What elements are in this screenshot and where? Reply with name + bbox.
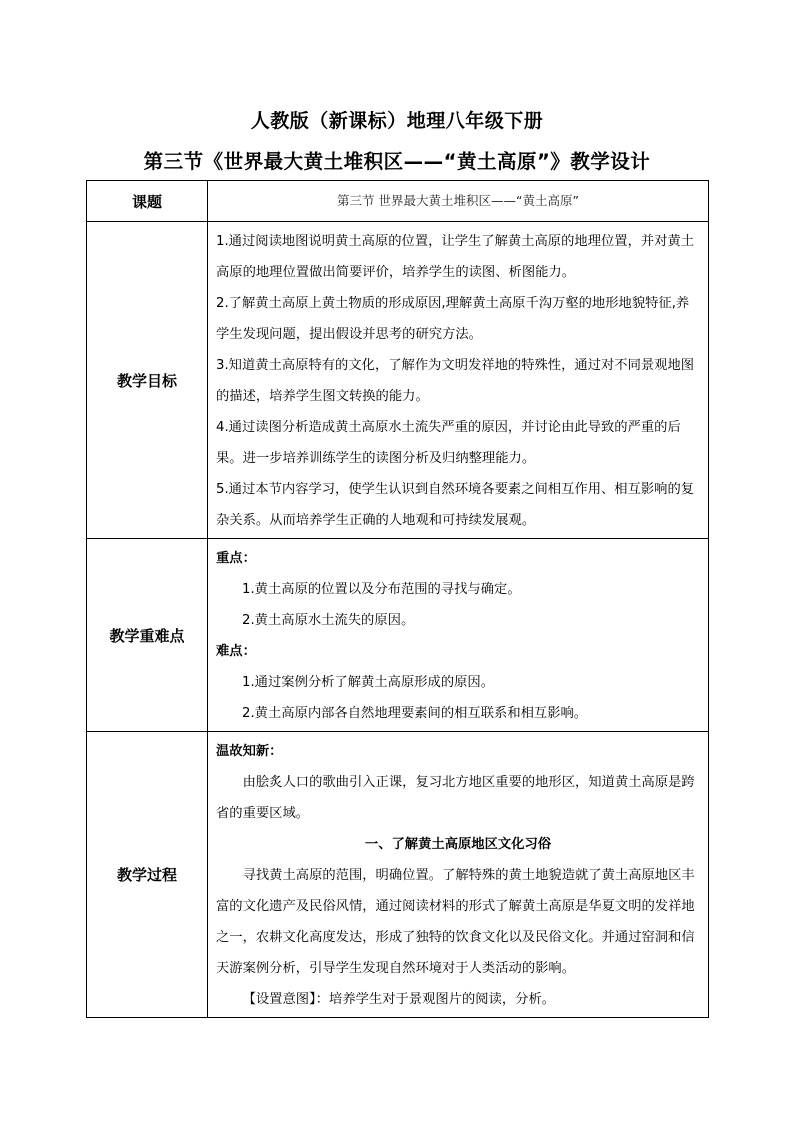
objective-item: 2.了解黄土高原上黄土物质的形成原因,理解黄土高原千沟万壑的地形地貌特征,养学生发现问题，提出假设并思考的研究方法。 — [216, 296, 690, 342]
review-heading: 温故知新： — [216, 744, 283, 759]
lesson-plan-table — [86, 180, 709, 1018]
key-heading: 重点： — [216, 551, 256, 566]
difficult-item: 2.黄土高原内部各自然地理要素间的相互联系和相互影响。 — [242, 706, 588, 721]
table-row-objectives — [87, 222, 709, 539]
objectives-content — [208, 222, 709, 539]
difficult-item: 1.通过案例分析了解黄土高原形成的原因。 — [242, 675, 495, 690]
key-item: 2.黄土高原水土流失的原因。 — [242, 613, 415, 628]
table-row-topic — [87, 181, 709, 222]
table-row-keypoints — [87, 539, 709, 732]
table-row-process — [87, 732, 709, 1018]
section1-text: 寻找黄土高原的范围，明确位置。了解特殊的黄土地貌造就了黄土高原地区丰富的文化遗产及民俗风情，通过阅读材料的形式了解黄土高原是华夏文明的发祥地之一，农耕文化高度发达，形成了独特的饮食文化以及民俗文化。并通过窑洞和信天游案例分析，引导学生发现自然环境对于人类活动的影响。 — [216, 868, 695, 976]
objective-item: 3.知道黄土高原特有的文化，了解作为文明发祥地的特殊性，通过对不同景观地图的描述，培养学生图文转换的能力。 — [216, 358, 695, 404]
topic-label: 课题 — [87, 181, 208, 222]
key-item: 1.黄土高原的位置以及分布范围的寻找与确定。 — [242, 582, 521, 597]
document-subtitle: 第三节《世界最大黄土堆积区——“黄土高原”》教学设计 — [143, 150, 651, 173]
objective-item: 5.通过本节内容学习，使学生认识到自然环境各要素之间相互作用、相互影响的复杂关系。从而培养学生正确的人地观和可持续发展观。 — [216, 482, 695, 528]
document-title: 人教版（新课标）地理八年级下册 — [250, 110, 544, 132]
section1-heading: 一、了解黄土高原地区文化习俗 — [364, 837, 552, 852]
process-content — [208, 732, 709, 1018]
design-intent: 【设置意图】：培养学生对于景观图片的阅读，分析。 — [242, 992, 556, 1007]
review-text: 由脍炙人口的歌曲引入正课，复习北方地区重要的地形区，知道黄土高原是跨省的重要区域。 — [216, 775, 695, 821]
difficult-heading: 难点： — [216, 644, 256, 659]
keypoints-label: 教学重难点 — [87, 539, 208, 732]
objective-item: 1.通过阅读地图说明黄土高原的位置，让学生了解黄土高原的地理位置，并对黄土高原的地理位置做出简要评价，培养学生的读图、析图能力。 — [216, 234, 695, 280]
process-label: 教学过程 — [87, 732, 208, 1018]
objectives-label: 教学目标 — [87, 222, 208, 539]
topic-value: 第三节 世界最大黄土堆积区——“黄土高原” — [208, 181, 709, 222]
keypoints-content — [208, 539, 709, 732]
objective-item: 4.通过读图分析造成黄土高原水土流失严重的原因，并讨论由此导致的严重的后果。进一步培养训练学生的读图分析及归纳整理能力。 — [216, 420, 681, 466]
